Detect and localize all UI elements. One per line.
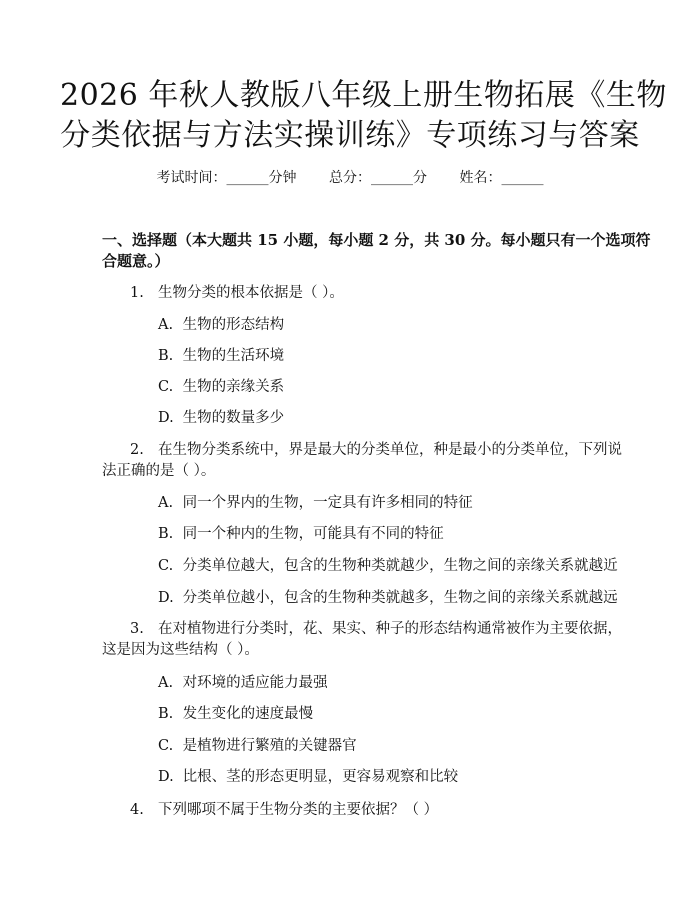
option-label: A. [158,317,174,333]
section-heading-line-2: 合题意。） [102,252,170,270]
q3-option-d [158,766,608,788]
option-text: 分类单位越大，包含的生物种类就越少，生物之间的亲缘关系就越近 [182,558,618,574]
q3-option-b [158,703,608,725]
exam-title-line-2: 分类依据与方法实操训练》专项练习与答案 [60,118,640,153]
option-label: B. [158,348,174,364]
question-2 [102,439,622,461]
option-label: C. [158,558,174,574]
option-text: 分类单位越小，包含的生物种类就越多，生物之间的亲缘关系就越远 [182,590,618,606]
q2-option-a [158,492,608,514]
question-number: 3. [130,621,144,637]
option-label: C. [158,379,174,395]
exam-score: 总分：______分 [329,170,427,186]
q2-option-b [158,523,608,545]
option-text: 对环境的适应能力最强 [182,675,328,691]
question-2-continued [102,460,607,482]
option-text: 发生变化的速度最慢 [182,706,314,722]
question-text: 下列哪项不属于生物分类的主要依据？（ ） [158,802,439,818]
option-text: 同一个界内的生物，一定具有许多相同的特征 [182,495,473,511]
q1-option-d [158,407,608,429]
question-1 [102,282,607,304]
exam-time: 考试时间：______分钟 [156,170,297,186]
q1-option-b [158,345,608,367]
option-label: D. [158,410,174,426]
exam-name: 姓名：______ [459,170,544,186]
option-text: 生物的亲缘关系 [182,379,285,395]
question-text-line-2: 法正确的是（ ）。 [102,463,216,479]
option-text: 生物的形态结构 [182,317,285,333]
q1-option-a [158,314,608,336]
option-text: 同一个种内的生物，可能具有不同的特征 [182,526,444,542]
option-text: 生物的生活环境 [182,348,285,364]
option-label: B. [158,526,174,542]
option-label: B. [158,706,174,722]
option-label: D. [158,769,174,785]
exam-meta [0,168,700,188]
option-label: D. [158,590,174,606]
q2-option-c [158,555,618,577]
option-text: 是植物进行繁殖的关键器官 [182,738,357,754]
question-number: 4. [130,802,144,818]
question-3-continued [102,639,607,661]
option-label: A. [158,675,174,691]
question-number: 2. [130,442,144,458]
exam-title-line-1: 2026 年秋人教版八年级上册生物拓展《生物 [60,78,667,113]
q3-option-c [158,735,608,757]
section-heading-line-1: 一、选择题（本大题共 15 小题，每小题 2 分，共 30 分。每小题只有一个选项符 [102,231,651,249]
q3-option-a [158,672,608,694]
option-text: 生物的数量多少 [182,410,285,426]
question-text-line-2: 这是因为这些结构（ ）。 [102,642,259,658]
question-text-line-1: 在对植物进行分类时，花、果实、种子的形态结构通常被作为主要依据， [158,621,622,637]
option-label: C. [158,738,174,754]
question-number: 1. [130,285,144,301]
question-4 [102,799,607,821]
question-text-line-1: 在生物分类系统中，界是最大的分类单位，种是最小的分类单位，下列说 [158,442,622,458]
question-3 [102,618,622,640]
option-label: A. [158,495,174,511]
question-text: 生物分类的根本依据是（ ）。 [158,285,344,301]
q2-option-d [158,587,618,609]
option-text: 比根、茎的形态更明显，更容易观察和比较 [182,769,459,785]
q1-option-c [158,376,608,398]
